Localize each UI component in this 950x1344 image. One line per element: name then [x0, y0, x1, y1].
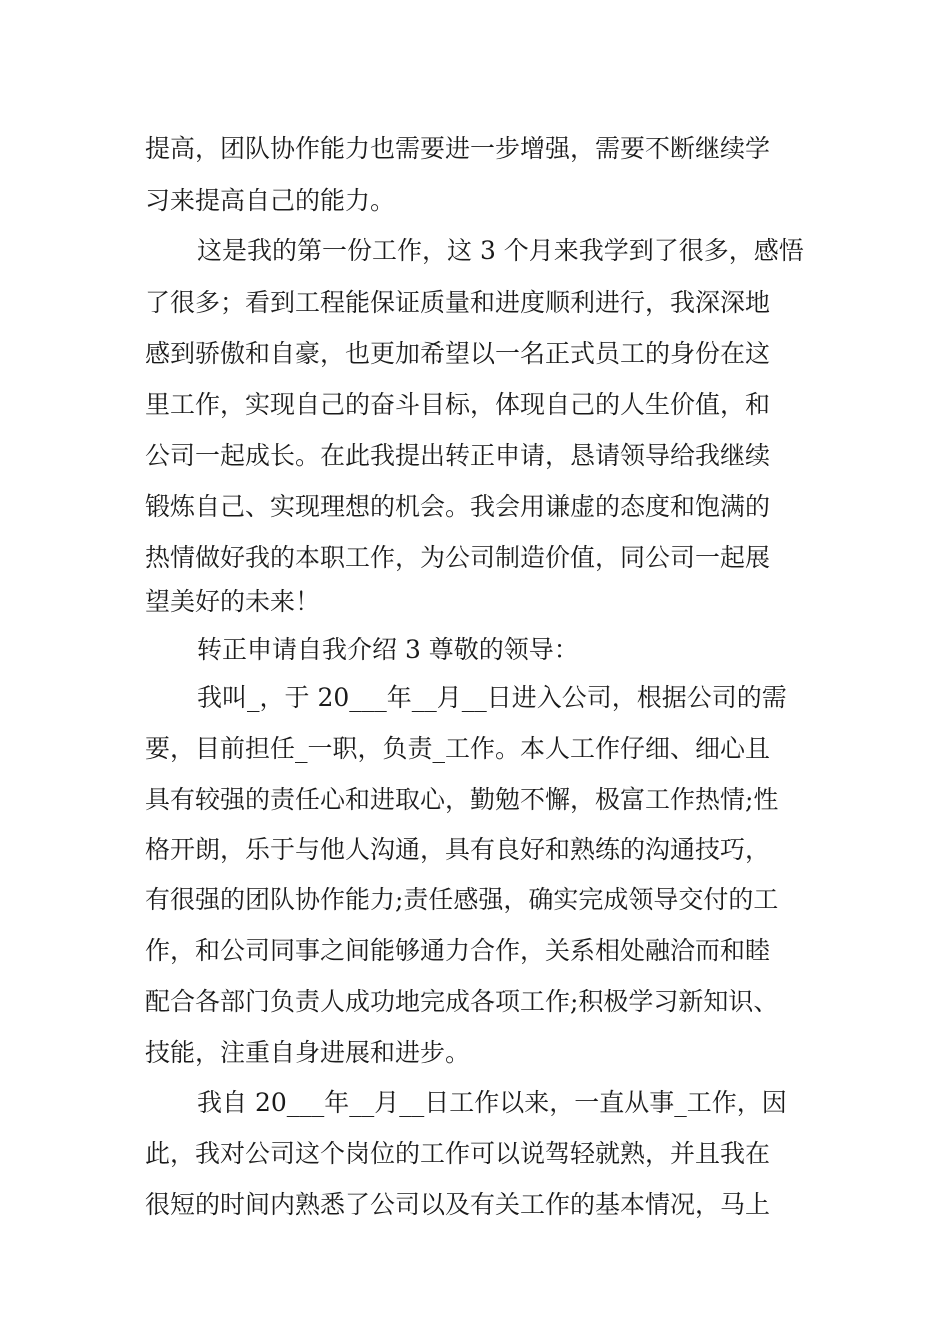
text-line: 有很强的团队协作能力;责任感强，确实完成领导交付的工 [145, 885, 779, 914]
text-line: 望美好的未来！ [145, 587, 321, 616]
text-line: 作，和公司同事之间能够通力合作，关系相处融洽而和睦 [145, 936, 771, 965]
text-line: 技能，注重自身进展和进步。 [145, 1038, 471, 1067]
text-line: 要，目前担任_一职，负责_工作。本人工作仔细、细心且 [145, 734, 771, 763]
text-line: 配合各部门负责人成功地完成各项工作;积极学习新知识、 [145, 987, 779, 1016]
text-line: 公司一起成长。在此我提出转正申请，恳请领导给我继续 [145, 441, 771, 470]
text-line: 锻炼自己、实现理想的机会。我会用谦虚的态度和饱满的 [145, 492, 771, 521]
text-line: 了很多；看到工程能保证质量和进度顺利进行，我深深地 [145, 288, 771, 317]
text-line: 热情做好我的本职工作，为公司制造价值，同公司一起展 [145, 543, 771, 572]
text-line: 这是我的第一份工作，这 3 个月来我学到了很多，感悟 [197, 236, 804, 265]
text-line: 转正申请自我介绍 3 尊敬的领导： [197, 635, 579, 664]
text-line: 里工作，实现自己的奋斗目标，体现自己的人生价值，和 [145, 390, 771, 419]
text-line: 格开朗，乐于与他人沟通，具有良好和熟练的沟通技巧， [145, 835, 771, 864]
text-line: 我叫_，于 20___年__月__日进入公司，根据公司的需 [197, 683, 787, 712]
text-line: 此，我对公司这个岗位的工作可以说驾轻就熟，并且我在 [145, 1139, 771, 1168]
text-line: 很短的时间内熟悉了公司以及有关工作的基本情况，马上 [145, 1190, 771, 1219]
text-line: 具有较强的责任心和进取心，勤勉不懈，极富工作热情;性 [145, 785, 779, 814]
text-line: 习来提高自己的能力。 [145, 186, 396, 215]
text-line: 提高，团队协作能力也需要进一步增强，需要不断继续学 [145, 134, 771, 163]
text-line: 感到骄傲和自豪，也更加希望以一名正式员工的身份在这 [145, 339, 771, 368]
text-line: 我自 20___年__月__日工作以来，一直从事_工作，因 [197, 1088, 787, 1117]
